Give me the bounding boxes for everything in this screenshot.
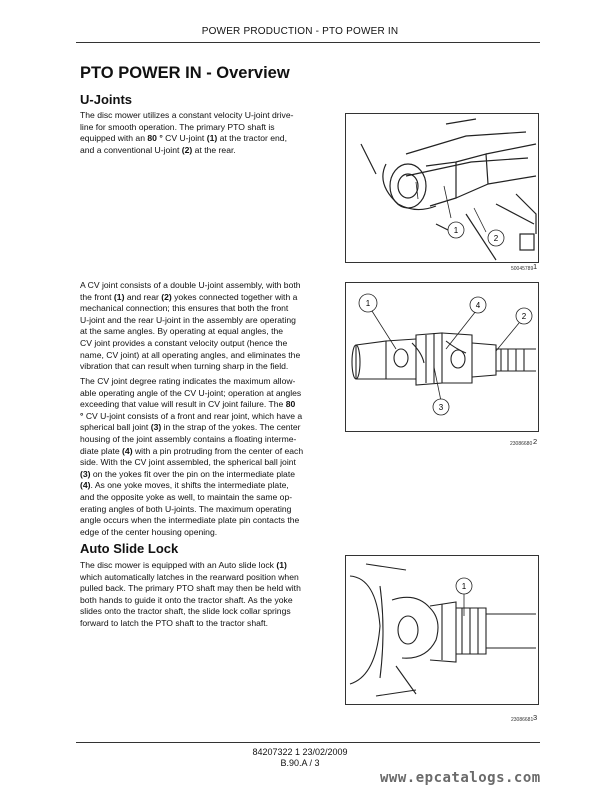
footer-rule [76,742,540,743]
paragraph-ujoints-2: A CV joint consists of a double U-joint assembly, with both the front (1) and rear (2) yokes connected together with a mechanical connection; this ensures that both the front U-joint and the rear U-joint in the assembly are operating at the same angles. By operating at equal angles, the CV joint provides a constant velocity output (hence the name, CV joint) at all operating angles, and eliminates the vibration that can result when turning sharp in the field. [80,280,301,372]
section-heading-auto-slide-lock: Auto Slide Lock [80,541,179,556]
callout-label: 1 [461,582,467,591]
figure-2-callouts [359,294,532,415]
figure-2-cv-joint-diagram [345,282,539,432]
cv-joint-illustration [346,283,538,431]
pto-shaft-illustration [346,114,538,262]
callout-label: 1 [453,226,459,235]
paragraph-auto-slide-lock: The disc mower is equipped with an Auto slide lock (1) which automatically latches in the rearward position when pulled back. The primary PTO shaft may then be held with both hands to guide it onto the tractor shaft. As the yoke slides onto the tractor shaft, the slide lock collar springs forward to latch the PTO shaft to the tractor shaft. [80,560,301,628]
figure-1-pto-shaft-photo [345,113,539,263]
callout-label: 1 [365,299,371,308]
callout-label: 2 [521,312,527,321]
figure-3-code: 23086681 [511,717,534,723]
figure-2-code: 23086680 [510,441,533,447]
section-heading-ujoints: U-Joints [80,92,132,107]
callout-label: 2 [493,234,499,243]
paragraph-ujoints-3: The CV joint degree rating indicates the maximum allow- able operating angle of the CV U-joint; operation at angles exceeding that value will result in CV joint failure. The 80 ° CV U-joint consists of a front and rear joint, which have a spherical ball joint (3) in the strap of the yokes. The center housing of the joint assembly contains a floating interme- diate plate (4) with a pin protruding from the center of each side. With the CV joint assembled, the spherical ball joint (3) on the yokes fit over the pin on the intermediate plate (4). As one yoke moves, it shifts the intermediate plate, and the opposite yoke as well, to maintain the same op- erating angles of both U-joints. The maximum operating angle occurs when the intermediate plate pin contacts the edge of the center housing opening. [80,376,304,537]
footer-doc-number: 84207322 1 23/02/2009 [252,747,348,757]
figure-1-number: 1 [533,262,538,271]
figure-1-callouts [448,222,504,246]
page-title: PTO POWER IN - Overview [80,64,290,82]
figure-3-callouts [456,578,472,594]
callout-label: 4 [475,301,481,310]
callout-label: 3 [438,403,444,412]
footer-page-number: B.90.A / 3 [280,758,320,768]
header-rule [76,42,540,43]
figure-3-auto-slide-lock-photo [345,555,539,705]
paragraph-ujoints-1: The disc mower utilizes a constant velocity U-joint drive- line for smooth operation. The primary PTO shaft is equipped with an 80 ° CV U-joint (1) at the tractor end, and a conventional U-joint (2) at the rear. [80,110,294,155]
auto-slide-lock-illustration [346,556,538,704]
figure-1-code: 50045789 [511,266,534,272]
running-header: POWER PRODUCTION - PTO POWER IN [201,26,399,37]
figure-3-number: 3 [533,713,538,722]
watermark-link[interactable]: www.epcatalogs.com [380,770,541,786]
figure-2-number: 2 [533,437,538,446]
